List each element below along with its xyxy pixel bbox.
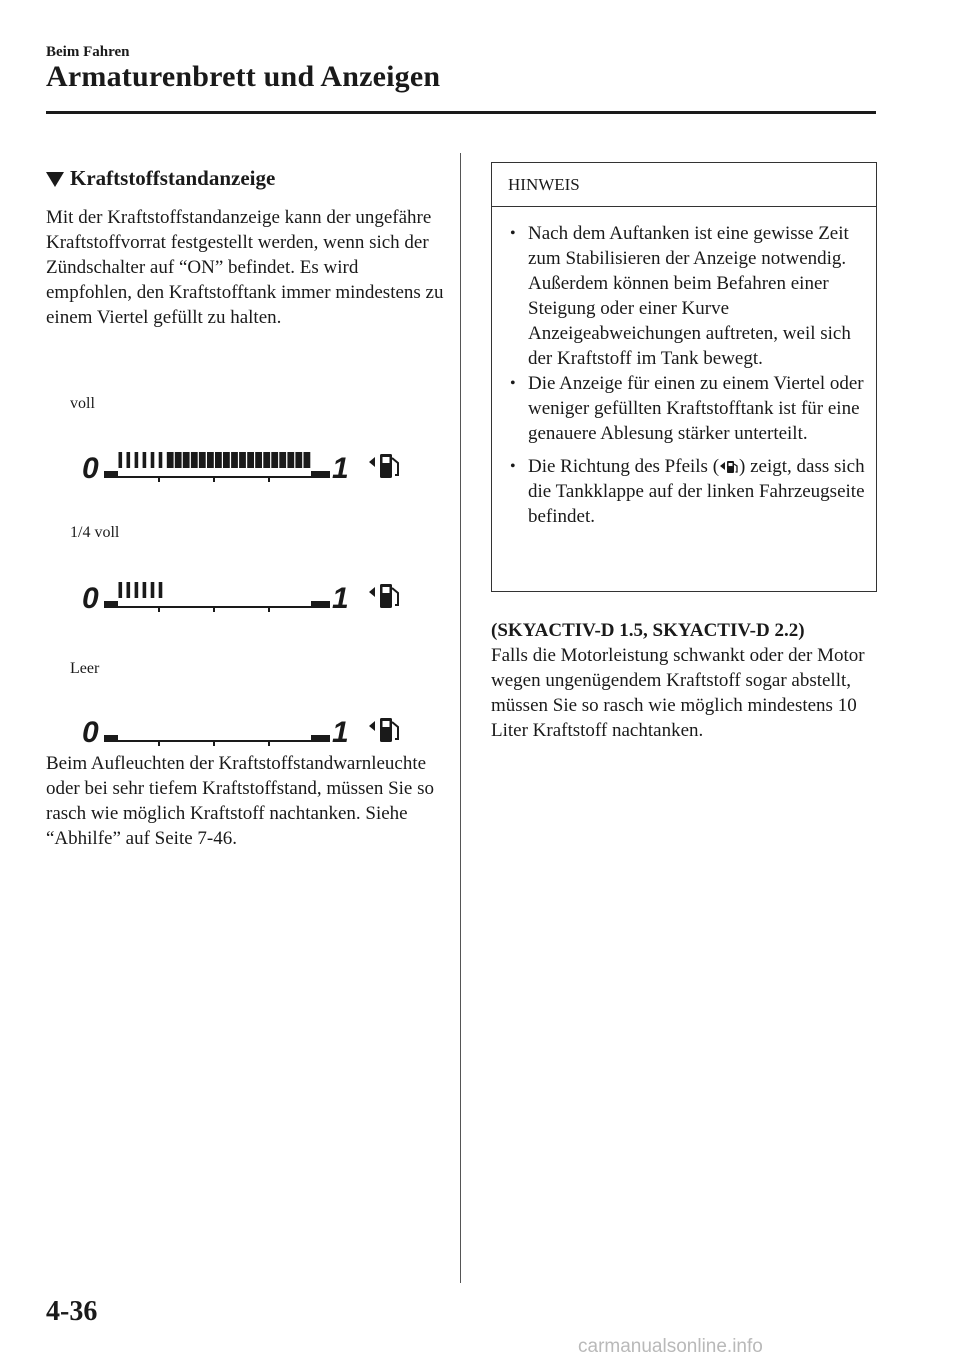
hinweis-item: • Die Anzeige für einen zu einem Viertel oder weniger gefüllten Kraftstofftank ist für eine genauere Ablesung stärker unterteilt. <box>510 373 864 444</box>
gauge-segment <box>143 452 147 468</box>
gauge-cap-right <box>311 471 330 478</box>
gauge-segment <box>231 452 238 468</box>
gauge-max-label: 1 <box>332 716 349 749</box>
right-column <box>491 618 891 743</box>
gauge-max-label: 1 <box>332 452 349 485</box>
gauge-cap-left <box>104 601 118 608</box>
gauge-segment <box>135 452 139 468</box>
gauge-segment <box>127 452 131 468</box>
gauge-tick <box>158 741 160 746</box>
gauge-segment <box>143 582 147 598</box>
gauge-cap-right <box>311 601 330 608</box>
fuel-gauge-quarter <box>82 574 412 618</box>
chapter-title: Armaturenbrett und Anzeigen <box>46 60 441 93</box>
gauge-tick <box>268 607 270 612</box>
gauge-segment <box>263 452 270 468</box>
gauge-segment <box>175 452 182 468</box>
engine-subheading: (SKYACTIV-D 1.5, SKYACTIV-D 2.2) <box>491 620 805 641</box>
gauge-tick <box>158 607 160 612</box>
gauge-max-label: 1 <box>332 582 349 615</box>
hinweis-box <box>491 162 877 592</box>
section-heading <box>46 166 446 191</box>
section-label: Beim Fahren <box>46 44 130 60</box>
gauge-segment <box>135 582 139 598</box>
gauge-segment <box>199 452 206 468</box>
gauge-segment <box>287 452 294 468</box>
engine-paragraph: Falls die Motorleistung schwankt oder der Motor wegen ungenügendem Kraftstoff sogar abstellt, müssen Sie so rasch wie möglich mindestens 10 Liter Kraftstoff nachtanken. <box>491 645 865 741</box>
gauge-label-quarter: 1/4 voll <box>70 524 120 541</box>
gauge-segment <box>151 582 155 598</box>
filler-arrow-icon <box>369 721 375 731</box>
page-number: 4-36 <box>46 1296 98 1327</box>
gauge-segment <box>295 452 302 468</box>
gauge-label-empty: Leer <box>70 660 100 677</box>
hinweis-title: HINWEIS <box>508 175 580 194</box>
gauge-min-label: 0 <box>82 582 99 615</box>
gauge-segment <box>127 582 131 598</box>
gauge-tick <box>213 607 215 612</box>
gauge-tick <box>213 477 215 482</box>
gauge-cap-left <box>104 735 118 742</box>
gauge-min-label: 0 <box>82 716 99 749</box>
fuel-pump-icon <box>380 454 398 478</box>
gauge-segment <box>151 452 155 468</box>
gauge-segment <box>215 452 222 468</box>
gauge-tick <box>268 741 270 746</box>
gauge-tick <box>158 477 160 482</box>
fuel-pump-arrow-icon <box>719 456 739 476</box>
gauge-tick <box>213 741 215 746</box>
header-rule <box>46 111 876 114</box>
left-column <box>46 166 446 330</box>
hinweis-list <box>510 221 870 529</box>
fuel-pump-icon <box>380 718 398 742</box>
gauge-segment <box>207 452 214 468</box>
intro-paragraph: Mit der Kraftstoffstandanzeige kann der ungefähre Kraftstoffvorrat festgestellt werden, wenn sich der Zündschalter auf “ON” befindet. Es wird empfohlen, den Kraftstofftank immer mindestens zu einem Viertel gefüllt zu halten. <box>46 207 444 328</box>
gauge-segment <box>255 452 262 468</box>
gauge-segment <box>247 452 254 468</box>
gauge-label-full: voll <box>70 395 95 412</box>
warning-paragraph: Beim Aufleuchten der Kraftstoffstandwarnleuchte oder bei sehr tiefem Kraftstoffstand, müssen Sie so rasch wie möglich Kraftstoff nachtanken. Siehe “Abhilfe” auf Seite 7-46. <box>46 753 435 849</box>
gauge-min-label: 0 <box>82 452 99 485</box>
gauge-segment <box>239 452 246 468</box>
gauge-segment <box>167 452 174 468</box>
gauge-segment <box>119 582 123 598</box>
gauge-segment <box>119 452 123 468</box>
triangle-marker-icon <box>46 172 64 187</box>
gauge-segment <box>223 452 230 468</box>
filler-arrow-icon <box>369 457 375 467</box>
hinweis-separator <box>492 206 876 207</box>
fuel-gauge-empty <box>82 708 412 752</box>
fuel-pump-icon <box>380 584 398 608</box>
gauge-cap-left <box>104 471 118 478</box>
hinweis-item: • Die Richtung des Pfeils ( ) zeigt, dass sich die Tankklappe auf der linken Fahrzeugseite befindet. <box>510 456 865 527</box>
gauge-segment <box>191 452 198 468</box>
gauge-segment <box>304 452 311 468</box>
gauge-segment <box>271 452 278 468</box>
gauge-segment <box>183 452 190 468</box>
fuel-gauge-full <box>82 444 412 488</box>
gauge-segment <box>159 452 163 468</box>
column-divider <box>460 153 461 1283</box>
filler-arrow-icon <box>369 587 375 597</box>
section-heading-text: Kraftstoffstandanzeige <box>70 166 276 190</box>
gauge-cap-right <box>311 735 330 742</box>
hinweis-item: • Nach dem Auftanken ist eine gewisse Zeit zum Stabilisieren der Anzeige notwendig. Außerdem können beim Befahren einer Steigung oder einer Kurve Anzeigeabweichungen auftreten, weil sich der Kraftstoff im Tank bewegt. <box>510 223 851 369</box>
gauge-segment <box>279 452 286 468</box>
watermark: carmanualsonline.info <box>578 1336 763 1357</box>
gauge-tick <box>268 477 270 482</box>
gauge-segment <box>159 582 163 598</box>
